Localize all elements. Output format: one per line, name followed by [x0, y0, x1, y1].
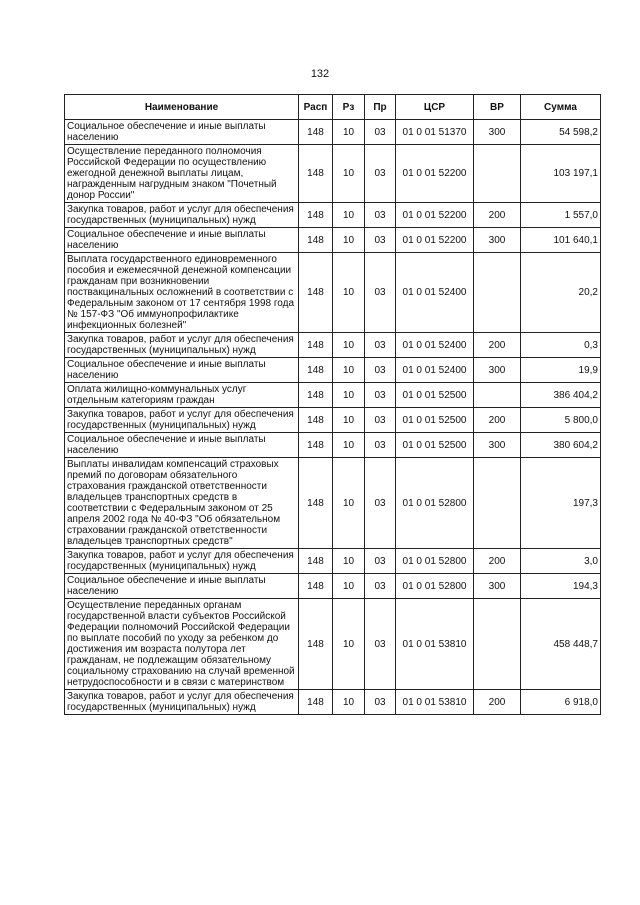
- cell-pr: 03: [365, 433, 396, 458]
- cell-vr: [474, 458, 521, 549]
- cell-csr: 01 0 01 52500: [396, 408, 474, 433]
- table-row: [65, 458, 601, 549]
- cell-rasp: 148: [299, 574, 333, 599]
- table-body: [65, 120, 601, 715]
- cell-rz: 10: [333, 383, 365, 408]
- cell-csr: 01 0 01 52400: [396, 253, 474, 333]
- page-number: 132: [310, 68, 330, 80]
- cell-sum: 197,3: [521, 458, 601, 549]
- cell-name: Закупка товаров, работ и услуг для обеспечения государственных (муниципальных) нужд: [65, 408, 299, 433]
- cell-vr: 300: [474, 433, 521, 458]
- table-row: [65, 408, 601, 433]
- cell-rz: 10: [333, 358, 365, 383]
- cell-rasp: 148: [299, 458, 333, 549]
- cell-csr: 01 0 01 52200: [396, 145, 474, 203]
- header-sum: Сумма: [521, 95, 601, 120]
- cell-sum: 0,3: [521, 333, 601, 358]
- cell-csr: 01 0 01 52200: [396, 228, 474, 253]
- cell-rz: 10: [333, 253, 365, 333]
- cell-pr: 03: [365, 458, 396, 549]
- cell-csr: 01 0 01 52400: [396, 333, 474, 358]
- table-row: [65, 433, 601, 458]
- cell-pr: 03: [365, 120, 396, 145]
- cell-rasp: 148: [299, 253, 333, 333]
- cell-pr: 03: [365, 408, 396, 433]
- cell-vr: 300: [474, 358, 521, 383]
- cell-sum: 1 557,0: [521, 203, 601, 228]
- table-row: [65, 333, 601, 358]
- cell-sum: 103 197,1: [521, 145, 601, 203]
- cell-sum: 5 800,0: [521, 408, 601, 433]
- cell-csr: 01 0 01 52800: [396, 458, 474, 549]
- cell-rasp: 148: [299, 203, 333, 228]
- cell-csr: 01 0 01 53810: [396, 599, 474, 690]
- cell-sum: 194,3: [521, 574, 601, 599]
- cell-pr: 03: [365, 253, 396, 333]
- cell-csr: 01 0 01 52400: [396, 358, 474, 383]
- cell-csr: 01 0 01 52200: [396, 203, 474, 228]
- cell-pr: 03: [365, 549, 396, 574]
- table-row: [65, 549, 601, 574]
- cell-rz: 10: [333, 574, 365, 599]
- header-row: [65, 95, 601, 120]
- cell-vr: 200: [474, 549, 521, 574]
- cell-rz: 10: [333, 408, 365, 433]
- cell-rasp: 148: [299, 599, 333, 690]
- cell-vr: 200: [474, 408, 521, 433]
- cell-vr: 300: [474, 574, 521, 599]
- cell-rasp: 148: [299, 690, 333, 715]
- cell-name: Оплата жилищно-коммунальных услуг отдельным категориям граждан: [65, 383, 299, 408]
- cell-sum: 6 918,0: [521, 690, 601, 715]
- header-vr: ВР: [474, 95, 521, 120]
- table-row: [65, 253, 601, 333]
- cell-pr: 03: [365, 574, 396, 599]
- budget-table: [64, 94, 601, 715]
- cell-rz: 10: [333, 599, 365, 690]
- cell-name: Закупка товаров, работ и услуг для обеспечения государственных (муниципальных) нужд: [65, 549, 299, 574]
- cell-csr: 01 0 01 53810: [396, 690, 474, 715]
- cell-name: Осуществление переданного полномочия Российской Федерации по осуществлению ежегодной денежной выплаты лицам, награжденным нагрудным знаком "Почетный донор России": [65, 145, 299, 203]
- cell-name: Осуществление переданных органам государственной власти субъектов Российской Федерации полномочий Российской Федерации по выплате пособий по уходу за ребенком до достижения им возраста полутора лет гражданам, не подлежащим обязательному социальному страхованию на случай временной нетрудоспособности и в связи с материнством: [65, 599, 299, 690]
- cell-rz: 10: [333, 228, 365, 253]
- cell-name: Закупка товаров, работ и услуг для обеспечения государственных (муниципальных) нужд: [65, 203, 299, 228]
- header-rasp: Расп: [299, 95, 333, 120]
- cell-rz: 10: [333, 145, 365, 203]
- cell-rz: 10: [333, 458, 365, 549]
- cell-sum: 20,2: [521, 253, 601, 333]
- table-header: [65, 95, 601, 120]
- cell-sum: 380 604,2: [521, 433, 601, 458]
- table-row: [65, 145, 601, 203]
- cell-name: Выплаты инвалидам компенсаций страховых премий по договорам обязательного страхования гражданской ответственности владельцев транспортных средств в соответствии с Федеральным законом от 25 апреля 2002 года № 40-ФЗ "Об обязательном страховании гражданской ответственности владельцев транспортных средств": [65, 458, 299, 549]
- cell-vr: 200: [474, 203, 521, 228]
- cell-rz: 10: [333, 203, 365, 228]
- cell-csr: 01 0 01 52800: [396, 549, 474, 574]
- cell-rasp: 148: [299, 228, 333, 253]
- cell-pr: 03: [365, 203, 396, 228]
- cell-sum: 101 640,1: [521, 228, 601, 253]
- cell-sum: 54 598,2: [521, 120, 601, 145]
- table-row: [65, 120, 601, 145]
- cell-rasp: 148: [299, 358, 333, 383]
- table-row: [65, 383, 601, 408]
- cell-name: Социальное обеспечение и иные выплаты населению: [65, 120, 299, 145]
- cell-sum: 3,0: [521, 549, 601, 574]
- header-rz: Рз: [333, 95, 365, 120]
- cell-name: Выплата государственного единовременного пособия и ежемесячной денежной компенсации гражданам при возникновении поствакцинальных осложнений в соответствии с Федеральным законом от 17 сентября 1998 года № 157-ФЗ "Об иммунопрофилактике инфекционных болезней": [65, 253, 299, 333]
- cell-rz: 10: [333, 549, 365, 574]
- cell-name: Закупка товаров, работ и услуг для обеспечения государственных (муниципальных) нужд: [65, 333, 299, 358]
- cell-rasp: 148: [299, 383, 333, 408]
- table-row: [65, 228, 601, 253]
- cell-name: Социальное обеспечение и иные выплаты населению: [65, 228, 299, 253]
- cell-sum: 386 404,2: [521, 383, 601, 408]
- cell-name: Закупка товаров, работ и услуг для обеспечения государственных (муниципальных) нужд: [65, 690, 299, 715]
- cell-sum: 19,9: [521, 358, 601, 383]
- cell-csr: 01 0 01 51370: [396, 120, 474, 145]
- cell-pr: 03: [365, 599, 396, 690]
- table-row: [65, 358, 601, 383]
- cell-name: Социальное обеспечение и иные выплаты населению: [65, 574, 299, 599]
- cell-rz: 10: [333, 690, 365, 715]
- cell-pr: 03: [365, 358, 396, 383]
- cell-vr: 300: [474, 228, 521, 253]
- cell-csr: 01 0 01 52500: [396, 383, 474, 408]
- cell-rasp: 148: [299, 408, 333, 433]
- cell-csr: 01 0 01 52500: [396, 433, 474, 458]
- cell-rasp: 148: [299, 433, 333, 458]
- cell-pr: 03: [365, 228, 396, 253]
- cell-vr: [474, 383, 521, 408]
- header-csr: ЦСР: [396, 95, 474, 120]
- cell-rasp: 148: [299, 145, 333, 203]
- cell-vr: [474, 599, 521, 690]
- cell-rasp: 148: [299, 120, 333, 145]
- cell-vr: [474, 253, 521, 333]
- cell-rz: 10: [333, 120, 365, 145]
- cell-pr: 03: [365, 383, 396, 408]
- cell-csr: 01 0 01 52800: [396, 574, 474, 599]
- table-row: [65, 690, 601, 715]
- cell-sum: 458 448,7: [521, 599, 601, 690]
- table-row: [65, 574, 601, 599]
- cell-pr: 03: [365, 690, 396, 715]
- cell-pr: 03: [365, 145, 396, 203]
- cell-vr: [474, 145, 521, 203]
- cell-pr: 03: [365, 333, 396, 358]
- cell-rz: 10: [333, 333, 365, 358]
- cell-name: Социальное обеспечение и иные выплаты населению: [65, 433, 299, 458]
- header-pr: Пр: [365, 95, 396, 120]
- cell-vr: 200: [474, 690, 521, 715]
- table-row: [65, 203, 601, 228]
- cell-rz: 10: [333, 433, 365, 458]
- cell-vr: 300: [474, 120, 521, 145]
- cell-name: Социальное обеспечение и иные выплаты населению: [65, 358, 299, 383]
- table-row: [65, 599, 601, 690]
- cell-rasp: 148: [299, 333, 333, 358]
- cell-vr: 200: [474, 333, 521, 358]
- cell-rasp: 148: [299, 549, 333, 574]
- header-name: Наименование: [65, 95, 299, 120]
